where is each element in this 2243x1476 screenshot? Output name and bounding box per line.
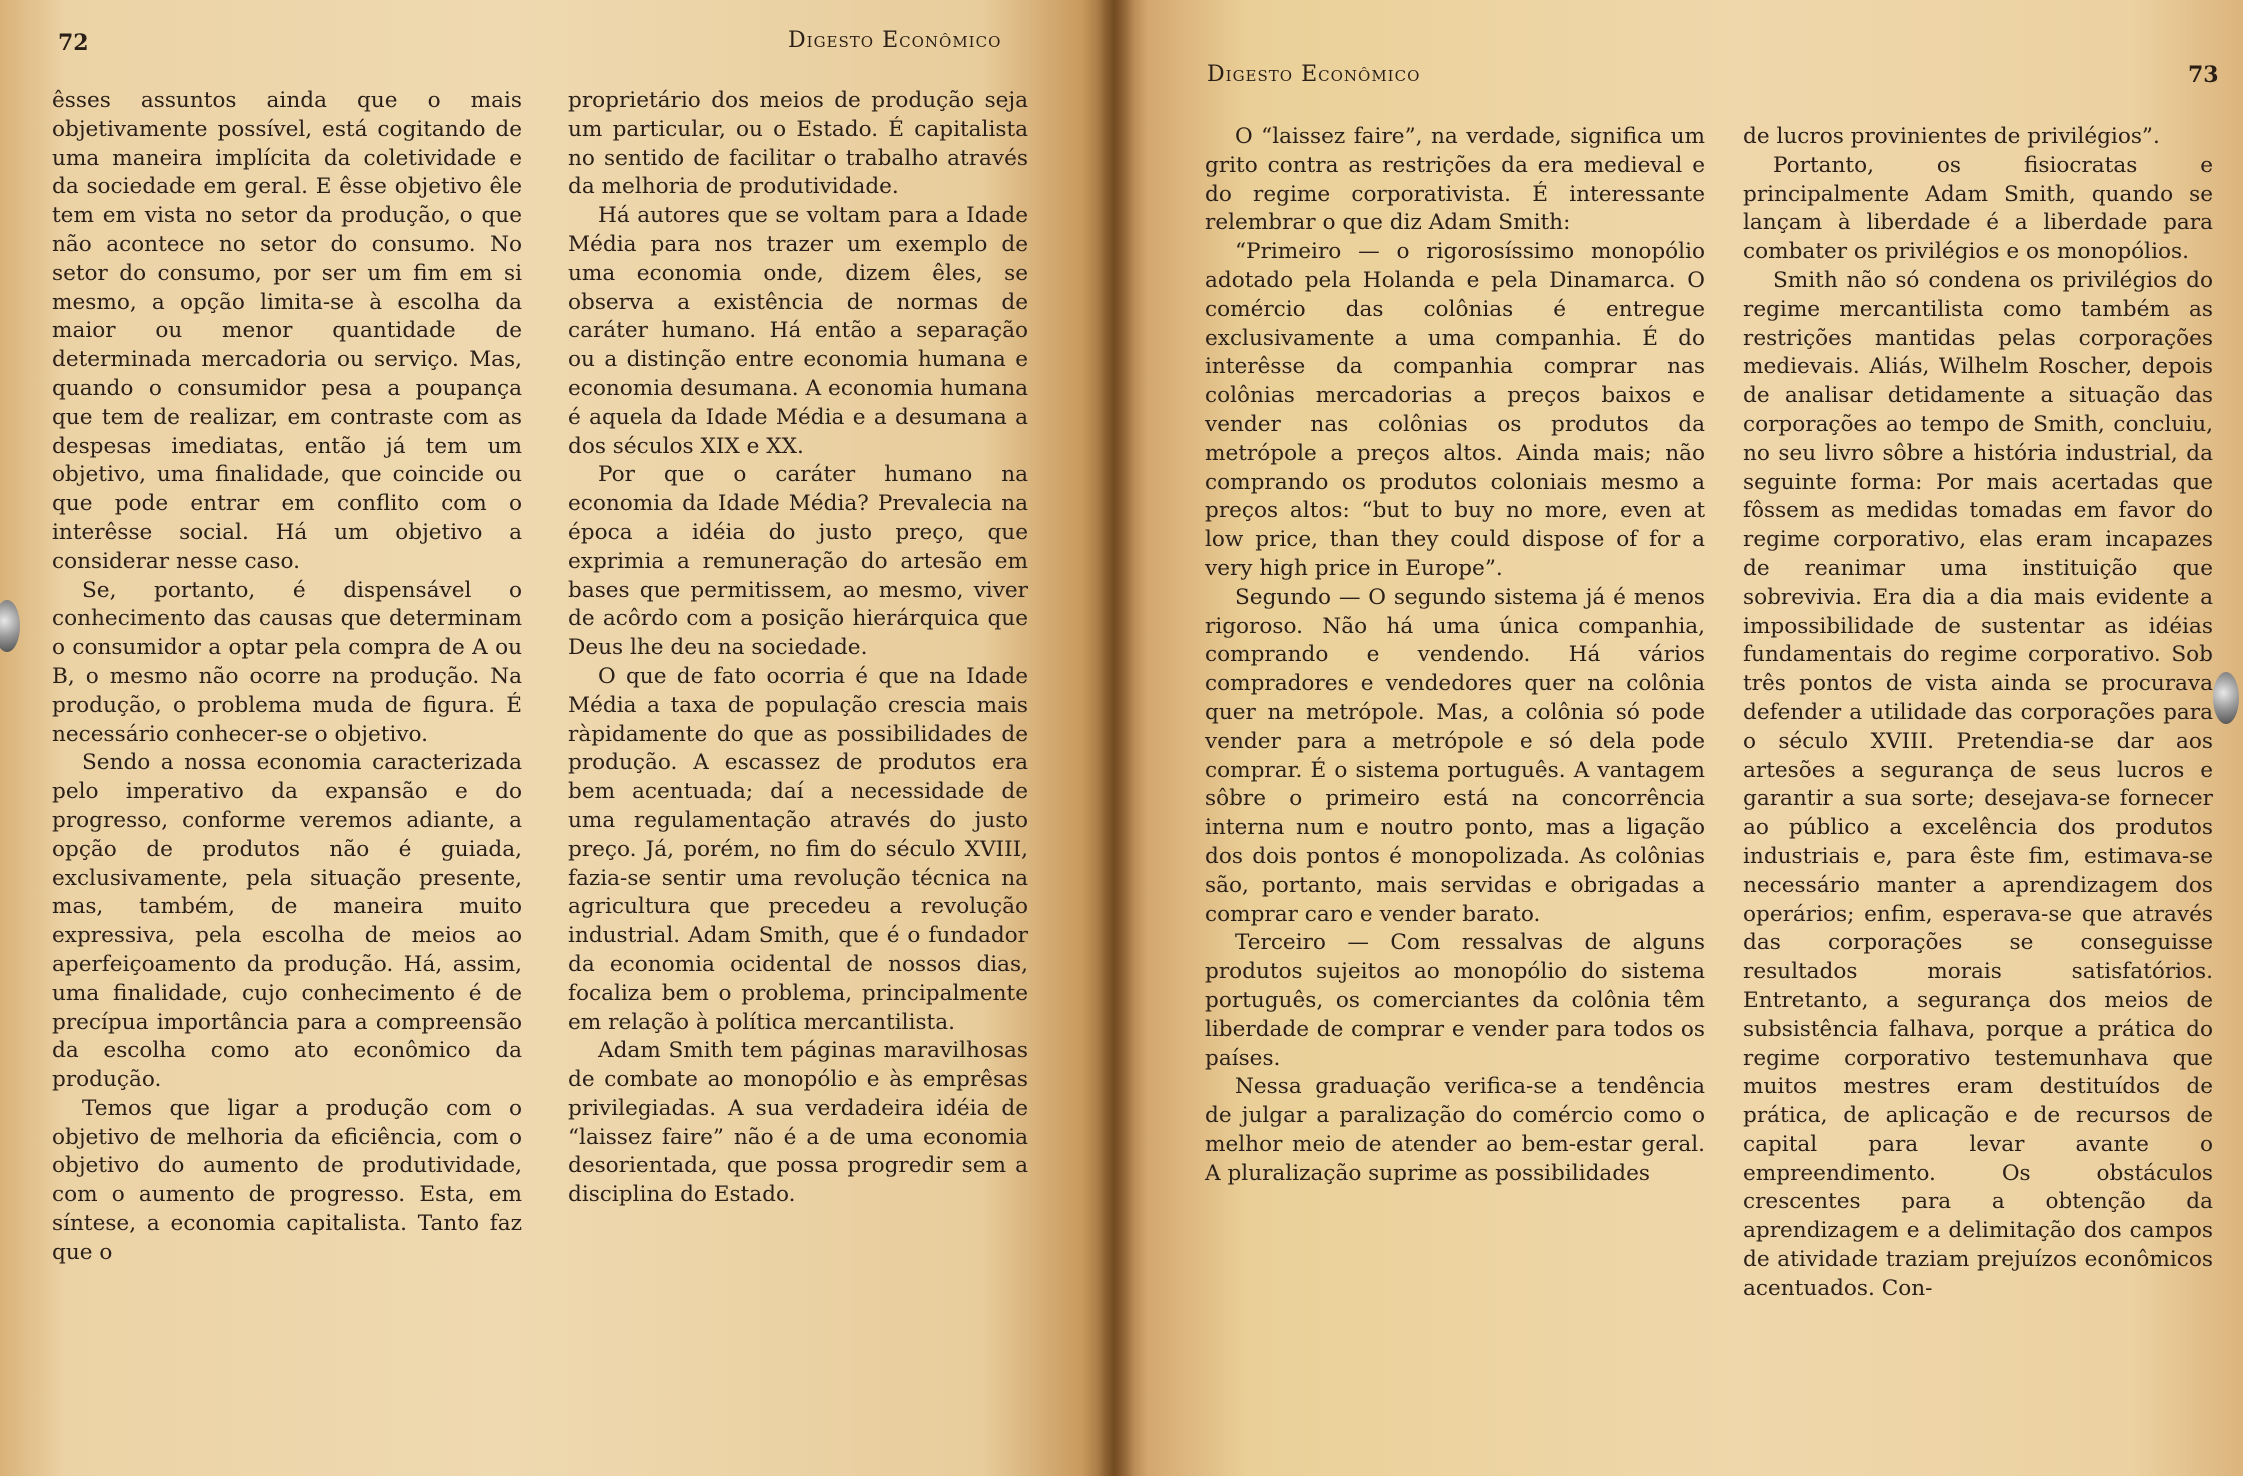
staple: [2213, 672, 2239, 724]
paragraph: O que de fato ocorria é que na Idade Média a taxa de população crescia mais ràpidamente do que as possibilidades de produção. A escassez de produtos era bem acentuada; daí a necessidade de uma regulamentação através do justo preço. Já, porém, no fim do século XVIII, fazia-se sentir uma revolução técnica na agricultura que precedeu a revolução industrial. Adam Smith, que é o fundador da economia ocidental de nossos dias, focaliza bem o problema, principalmente em relação à política mercantilista.: [568, 663, 1028, 1035]
left-page: [0, 0, 1115, 1476]
paragraph: Portanto, os fisiocratas e principalmente Adam Smith, quando se lançam à liberdade é a liberdade para combater os privilégios e os monopólios.: [1743, 152, 2213, 265]
paragraph: êsses assuntos ainda que o mais objetivamente possível, está cogitando de uma maneira implícita da coletividade e da sociedade em geral. E êsse objetivo êle tem em vista no setor da produção, o que não acontece no setor do consumo. No setor do consumo, por ser um fim em si mesmo, a opção limita-se à escolha da maior ou menor quantidade de determinada mercadoria ou serviço. Mas, quando o consumidor pesa a poupança que tem de realizar, em contraste com as despesas imediatas, então já tem um objetivo, uma finalidade, que coincide ou que pode entrar em conflito com o interêsse social. Há um objetivo a considerar nesse caso.: [52, 88, 522, 574]
paragraph: Sendo a nossa economia caracterizada pelo imperativo da expansão e do progresso, conforme veremos adiante, a opção de produtos não é guiada, exclusivamente, pela situação presente, mas, também, de maneira muito expressiva, pela escolha de meios ao aperfeiçoamento da produção. Há, assim, uma finalidade, cujo conhecimento é de precípua importância para a compreensão da escolha como ato econômico da produção.: [52, 750, 522, 1093]
paragraph: Terceiro — Com ressalvas de alguns produtos sujeitos ao monopólio do sistema português, os comerciantes da colônia têm liberdade de comprar e vender para todos os países.: [1205, 930, 1705, 1071]
page-gutter: [1098, 0, 1134, 1476]
paragraph: Segundo — O segundo sistema já é menos rigoroso. Não há uma única companhia, comprando e vendendo. Há vários compradores e vendedores quer na colônia quer na metrópole. Mas, a colônia só pode vender para a metrópole e só dela pode comprar. É o sistema português. A vantagem sôbre o primeiro está na concorrência interna num e noutro ponto, mas a ligação dos dois pontos é monopolizada. As colônias são, portanto, mais servidas e obrigadas a comprar caro e vender barato.: [1205, 584, 1705, 927]
text-column-right-1: [1205, 123, 1705, 1188]
page-number: 73: [2188, 62, 2219, 88]
paragraph: proprietário dos meios de produção seja um particular, ou o Estado. É capitalista no sentido de facilitar o trabalho através da melhoria de produtividade.: [568, 88, 1028, 200]
paragraph: Temos que ligar a produção com o objetivo de melhoria da eficiência, com o objetivo do aumento de produtividade, com o aumento de progresso. Esta, em síntese, a economia capitalista. Tanto faz que o: [52, 1095, 522, 1265]
paragraph: Nessa graduação verifica-se a tendência de julgar a paralização do comércio como o melhor meio de atender ao bem-estar geral. A pluralização suprime as possibilidades: [1205, 1074, 1705, 1186]
text-column-left-2: [568, 87, 1028, 1210]
paragraph: Há autores que se voltam para a Idade Média para nos trazer um exemplo de uma economia onde, dizem êles, se observa a existência de normas de caráter humano. Há então a separação ou a distinção entre economia humana e economia desumana. A economia humana é aquela da Idade Média e a desumana a dos séculos XIX e XX.: [568, 203, 1028, 459]
paragraph: Adam Smith tem páginas maravilhosas de combate ao monopólio e às emprêsas privilegiadas. A sua verdadeira idéia de “laissez faire” não é a de uma economia desorientada, que possa progredir sem a disciplina do Estado.: [568, 1038, 1028, 1208]
text-column-right-2: [1743, 123, 2213, 1304]
text-column-left-1: [52, 87, 522, 1268]
paragraph: Se, portanto, é dispensável o conhecimento das causas que determinam o consumidor a optar pela compra de A ou B, o mesmo não ocorre na produção. Na produção, o problema muda de figura. É necessário conhecer-se o objetivo.: [52, 577, 522, 747]
staple: [0, 600, 20, 652]
paragraph: de lucros provinientes de privilégios”.: [1743, 124, 2160, 149]
paragraph: “Primeiro — o rigorosíssimo monopólio adotado pela Holanda e pela Dinamarca. O comércio das colônias é entregue exclusivamente a uma companhia. É do interêsse da companhia comprar nas colônias mercadorias a preços baixos e vender nas colônias os produtos da metrópole a preços altos. Ainda mais; não comprando os produtos coloniais mesmo a preços altos: “but to buy no more, even at low price, than they could dispose of for a very high price in Europe”.: [1205, 239, 1705, 581]
paragraph: Por que o caráter humano na economia da Idade Média? Prevalecia na época a idéia do justo preço, que exprimia a remuneração do artesão em bases que permitissem, ao mesmo, viver de acôrdo com a posição hierárquica que Deus lhe deu na sociedade.: [568, 462, 1028, 661]
paragraph: Smith não só condena os privilégios do regime mercantilista como também as restrições mantidas pelas corporações medievais. Aliás, Wilhelm Roscher, depois de analisar detidamente a situação das corporações ao tempo de Smith, concluiu, no seu livro sôbre a história industrial, da seguinte forma: Por mais acertadas que fôssem as medidas tomadas em favor do regime corporativo, elas eram incapazes de reanimar uma instituição que sobrevivia. Era dia a dia mais evidente a impossibilidade de sustentar as idéias fundamentais do regime corporativo. Sob três pontos de vista ainda se procurava defender a utilidade das corporações para o século XVIII. Pretendia-se dar aos artesões a segurança de seus lucros e garantir a sua sorte; desejava-se fornecer ao público a excelência dos produtos industriais e, para êste fim, estimava-se necessário manter a aprendizagem dos operários; enfim, esperava-se que através das corporações se conseguisse resultados morais satisfatórios. Entretanto, a segurança dos meios de subsistência falhava, porque a prática do regime corporativo testemunhava que muitos mestres eram destituídos de prática, de aplicação e de recursos de capital para levar avante o empreendimento. Os obstáculos crescentes para a obtenção da aprendizagem e a delimitação dos campos de atividade traziam prejuízos econômicos acentuados. Con-: [1743, 267, 2213, 1301]
paragraph: O “laissez faire”, na verdade, significa um grito contra as restrições da era medieval e do regime corporativista. É interessante relembrar o que diz Adam Smith:: [1205, 124, 1705, 236]
running-head: Digesto Econômico: [1207, 62, 1421, 87]
page-number: 72: [58, 30, 89, 56]
right-page: [1115, 0, 2243, 1476]
running-head: Digesto Econômico: [788, 28, 1002, 53]
